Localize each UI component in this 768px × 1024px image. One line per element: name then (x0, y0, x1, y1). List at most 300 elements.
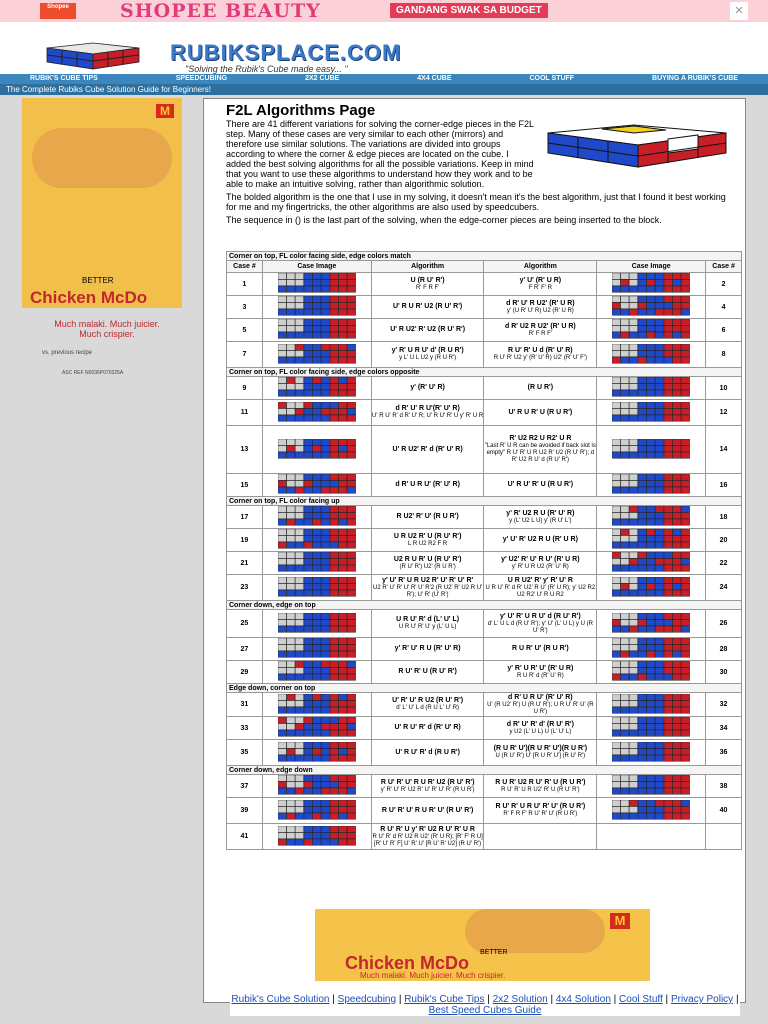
case-cube-icon (278, 694, 356, 714)
algorithm-right (484, 798, 597, 824)
alternate-algorithm: y' R' U R U2 (R' U' R) (511, 563, 569, 570)
case-cube-icon (278, 529, 356, 549)
primary-algorithm: y' U2' R' U' R U' (R' U R) (501, 555, 580, 563)
case-number: 22 (706, 552, 742, 575)
column-header: Case # (706, 261, 742, 273)
algorithm-left (371, 506, 484, 529)
case-cube-icon (278, 613, 356, 633)
footer-link-tips[interactable]: Rubik's Cube Tips (404, 994, 485, 1005)
ad-note: vs. previous recipe (42, 350, 93, 356)
algorithm-left (371, 342, 484, 368)
case-cube-icon (612, 552, 690, 572)
case-number: 26 (706, 610, 742, 638)
primary-algorithm: R U2' R' U' (R U R') (396, 513, 459, 520)
mcdonalds-logo-icon: M (156, 104, 174, 118)
case-image (597, 798, 706, 824)
case-number: 18 (706, 506, 742, 529)
case-image (262, 575, 371, 601)
case-number: 10 (706, 377, 742, 400)
section-title: Corner down, edge on top (227, 601, 742, 610)
bottom-ad[interactable] (315, 909, 650, 981)
algorithm-right (484, 552, 597, 575)
table-row (227, 273, 742, 296)
algorithm-right (484, 342, 597, 368)
main-content (203, 98, 746, 1003)
footer-sep: | (329, 994, 338, 1005)
primary-algorithm: U' R U R' U2 (R U' R') (392, 303, 463, 310)
case-image (597, 426, 706, 474)
case-number: 1 (227, 273, 263, 296)
case-image (262, 319, 371, 342)
ad-tagline: GANDANG SWAK SA BUDGET (390, 3, 548, 18)
case-image (262, 400, 371, 426)
case-image (597, 740, 706, 766)
case-cube-icon (278, 439, 356, 459)
alternate-algorithm: R U' R' d R' U2 R U2' (R' U R); [R' F' R U] [R' U' R' F] U' R' U' [R U' R' U2] (R U' R') (372, 833, 483, 847)
primary-algorithm: y' U' R' U2 R U (R' U R) (502, 536, 578, 543)
algorithm-right (484, 661, 597, 684)
primary-algorithm: U' R' U' R U2 (R U' R') (392, 697, 464, 704)
algorithm-right (484, 610, 597, 638)
algorithm-left (371, 638, 484, 661)
nav-cool-stuff[interactable]: COOL STUFF (529, 75, 575, 82)
ad-subtext: Much malaki. Much juicier. Much crispier. (360, 971, 506, 980)
case-number: 25 (227, 610, 263, 638)
case-cube-icon (278, 377, 356, 397)
case-number: 12 (706, 400, 742, 426)
case-number: 17 (227, 506, 263, 529)
section-title: Corner on top, FL color facing up (227, 497, 742, 506)
intro-text (226, 119, 736, 228)
case-image (262, 693, 371, 717)
primary-algorithm: y' R' U2 R U (R' U' R) (506, 509, 575, 517)
alternate-algorithm: R' F R F' (415, 284, 440, 291)
fried-chicken-image (465, 909, 605, 953)
primary-algorithm: U2 R U R' U (R U' R') (393, 555, 462, 563)
case-number: 33 (227, 717, 263, 740)
ad-subtext: Much malaki. Much juicier. Much crispier. (54, 319, 160, 339)
footer-sep: | (733, 994, 739, 1005)
algorithm-right (484, 319, 597, 342)
case-number: 38 (706, 775, 742, 798)
case-image (262, 529, 371, 552)
case-cube-icon (612, 474, 690, 494)
case-number: 14 (706, 426, 742, 474)
table-row (227, 575, 742, 601)
alternate-algorithm: U R U' R' d R' U2' R U' (R' U R); y' U2 R2 U2 R2' U' R U R2 (485, 584, 596, 598)
primary-algorithm: d R' U R U' (R' U' R) (508, 693, 573, 701)
case-image (262, 296, 371, 319)
case-image (597, 824, 706, 850)
alternate-algorithm: U2 R' U' R' U' R' U' R'2 (R U2' R' U2 R U' R'); U' R' (U' R') (373, 584, 483, 598)
case-image (597, 693, 706, 717)
primary-algorithm: U' R U' R' U (R U R') (507, 481, 574, 488)
table-row (227, 400, 742, 426)
case-number (706, 824, 742, 850)
alternate-algorithm: R U' R' U R U2' R' U (R U' R') (501, 786, 580, 793)
algorithm-left (371, 319, 484, 342)
algorithm-right (484, 474, 597, 497)
algorithm-left (371, 575, 484, 601)
case-cube-icon (278, 800, 356, 820)
case-number: 8 (706, 342, 742, 368)
nav-cube-tips[interactable]: RUBIK'S CUBE TIPS (30, 75, 98, 82)
column-header: Algorithm (484, 261, 597, 273)
case-number: 39 (227, 798, 263, 824)
algorithm-right (484, 740, 597, 766)
algorithm-left (371, 273, 484, 296)
alternate-algorithm: y (L' U2 L U) y' (R U' L') (509, 517, 572, 524)
table-row (227, 426, 742, 474)
ad-close-icon[interactable]: ✕ (730, 2, 748, 20)
alternate-algorithm: U R U' R' U' y (L' U L) (398, 624, 457, 630)
case-image (262, 824, 371, 850)
footer-link-speedcubing[interactable]: Speedcubing (337, 994, 397, 1005)
case-cube-icon (278, 344, 356, 364)
shopee-logo: Shopee (40, 3, 76, 19)
case-image (597, 661, 706, 684)
case-cube-icon (612, 377, 690, 397)
section-header-row (227, 252, 742, 261)
case-number: 20 (706, 529, 742, 552)
primary-algorithm: y' (R' U' R) (410, 384, 445, 391)
case-number: 37 (227, 775, 263, 798)
case-number: 5 (227, 319, 263, 342)
primary-algorithm: U' R U2' R' d (R' U' R) (392, 445, 463, 453)
algorithm-right (484, 638, 597, 661)
case-cube-icon (278, 474, 356, 494)
case-image (262, 638, 371, 661)
primary-algorithm: y' U' (R' U R) (519, 276, 562, 284)
ad-headline: Chicken McDo (30, 288, 148, 307)
site-header (0, 22, 768, 74)
case-number: 6 (706, 319, 742, 342)
ad-better-label: BETTER (82, 276, 114, 285)
section-title: Corner on top, FL color facing side, edge colors match (227, 252, 742, 261)
case-image (597, 610, 706, 638)
table-row (227, 610, 742, 638)
main-nav (0, 74, 768, 84)
primary-algorithm: R U' R' U' R U R' U2 (R U' R') (380, 778, 475, 786)
case-image (262, 506, 371, 529)
case-image (597, 474, 706, 497)
algorithm-right (484, 506, 597, 529)
table-row (227, 342, 742, 368)
section-title: Corner on top, FL color facing side, edge colors opposite (227, 368, 742, 377)
footer-links (230, 994, 740, 1016)
ad-better-label: BETTER (480, 949, 508, 956)
footer-sep: | (610, 994, 620, 1005)
side-ad[interactable] (22, 98, 182, 376)
algorithm-left (371, 798, 484, 824)
table-header-row (227, 261, 742, 273)
footer-link-cool[interactable]: Cool Stuff (619, 994, 663, 1005)
primary-algorithm: R U' R' U (R U' R') (398, 668, 457, 675)
intro-para-3: The sequence in () is the last part of the solving, when the edge-corner pieces are being inserted to the block. (226, 215, 662, 225)
table-row (227, 552, 742, 575)
case-number: 40 (706, 798, 742, 824)
case-image (597, 552, 706, 575)
algorithm-right (484, 824, 597, 850)
footer-link-privacy[interactable]: Privacy Policy (670, 994, 734, 1005)
alternate-algorithm: (R U' R') U2' (R U R') (399, 563, 456, 570)
primary-algorithm: R' U2 R2 U R2' U R (509, 435, 572, 442)
case-number: 21 (227, 552, 263, 575)
case-number: 30 (706, 661, 742, 684)
site-name[interactable]: RUBIKSPLACE.COM (170, 40, 402, 65)
primary-algorithm: R U' R' U y' R' U2 R U' R' U R (380, 825, 475, 833)
case-image (262, 717, 371, 740)
primary-algorithm: U' R U' R' d (R U R') (395, 748, 460, 756)
table-row (227, 661, 742, 684)
case-cube-icon (278, 506, 356, 526)
page-title: F2L Algorithms Page (226, 102, 376, 119)
case-cube-icon (278, 273, 356, 293)
alternate-algorithm: U' (R U2' R') U (R U' R'); U R U' R' U' (R U R') (487, 701, 594, 715)
section-header-row (227, 497, 742, 506)
case-cube-icon (278, 826, 356, 846)
case-number: 34 (706, 717, 742, 740)
table-row (227, 798, 742, 824)
case-cube-icon (612, 717, 690, 737)
case-cube-icon (278, 577, 356, 597)
case-image (262, 342, 371, 368)
section-header-row (227, 684, 742, 693)
case-number: 2 (706, 273, 742, 296)
table-row (227, 296, 742, 319)
primary-algorithm: R U' R' U d (R' U' R) (508, 347, 573, 354)
primary-algorithm: y' R' U R' U' (R' U R) (507, 664, 574, 672)
algorithm-left (371, 824, 484, 850)
case-image (262, 377, 371, 400)
primary-algorithm: U R U2' R' y' R' U' R (507, 576, 573, 584)
primary-algorithm: U' R U' R' d (R' U' R) (394, 724, 461, 731)
alternate-algorithm: d' L' U L d (R U' R'); y' U' (L' U L) y U (R U' R') (487, 620, 593, 634)
case-image (597, 506, 706, 529)
alternate-algorithm: y' R' U' R' U2 R' U' R' U' R' (R U R') (380, 786, 475, 793)
table-row (227, 693, 742, 717)
primary-algorithm: U R U' R' d (L' U' L) (396, 616, 460, 623)
algorithm-right (484, 426, 597, 474)
algorithm-right (484, 273, 597, 296)
alternate-algorithm: y U2 (L' U L) U (L' U' L) (509, 728, 572, 735)
case-cube-icon (612, 402, 690, 422)
subheader-bar: The Complete Rubiks Cube Solution Guide for Beginners! (0, 84, 768, 95)
primary-algorithm: d R' U' R U2' (R' U R) (506, 299, 575, 307)
rubiks-cube-logo-icon[interactable] (45, 42, 141, 70)
table-row (227, 740, 742, 766)
table-row (227, 377, 742, 400)
footer-link-4x4[interactable]: 4x4 Solution (555, 994, 611, 1005)
case-image (262, 775, 371, 798)
case-cube-icon (278, 742, 356, 762)
algorithm-left (371, 693, 484, 717)
case-number: 15 (227, 474, 263, 497)
case-cube-icon (612, 613, 690, 633)
mcdonalds-logo-icon: M (610, 913, 630, 929)
algorithm-left (371, 400, 484, 426)
case-image (262, 474, 371, 497)
top-banner-ad[interactable] (0, 0, 768, 22)
primary-algorithm: (R U R' U')(R U R' U')(R U R') (493, 745, 588, 752)
algorithm-left (371, 740, 484, 766)
case-image (597, 575, 706, 601)
alternate-algorithm: y L' U L U2 y (R U R') (399, 355, 457, 361)
section-header-row (227, 601, 742, 610)
case-cube-icon (612, 638, 690, 658)
section-header-row (227, 368, 742, 377)
case-cube-icon (612, 529, 690, 549)
case-image (597, 775, 706, 798)
case-number: 23 (227, 575, 263, 601)
case-number: 36 (706, 740, 742, 766)
table-row (227, 529, 742, 552)
case-cube-icon (612, 319, 690, 339)
case-number: 28 (706, 638, 742, 661)
algorithm-right (484, 296, 597, 319)
column-header: Algorithm (371, 261, 484, 273)
case-cube-icon (612, 344, 690, 364)
primary-algorithm: d R' U' R' d' (R U' R') (506, 720, 574, 728)
primary-algorithm: U' R U R' U (R U R') (508, 408, 573, 416)
table-row (227, 638, 742, 661)
primary-algorithm: R U' R' U R U' R' U' (R U R') (495, 803, 586, 810)
algorithm-left (371, 717, 484, 740)
footer-sep: | (547, 994, 556, 1005)
algorithm-left (371, 775, 484, 798)
case-number: 9 (227, 377, 263, 400)
ad-headline: Chicken McDo (345, 953, 470, 973)
ad-reg: ASC REF N0036P070325A (62, 370, 124, 376)
primary-algorithm: y' U' R' U R U2 R' U' R' U' R' (382, 576, 474, 584)
primary-algorithm: R U R' U2 R U' R' U (R U R') (495, 778, 586, 786)
case-cube-icon (612, 506, 690, 526)
algorithm-left (371, 661, 484, 684)
table-row (227, 474, 742, 497)
case-image (597, 296, 706, 319)
algorithm-right (484, 575, 597, 601)
case-image (262, 661, 371, 684)
case-number: 7 (227, 342, 263, 368)
case-image (262, 552, 371, 575)
footer-link-solution[interactable]: Rubik's Cube Solution (231, 994, 330, 1005)
algorithm-left (371, 610, 484, 638)
case-number: 16 (706, 474, 742, 497)
table-row (227, 319, 742, 342)
primary-algorithm: U R U2 R' U (R U' R') (393, 532, 462, 540)
primary-algorithm: U' R U2' R' U2 (R U' R') (390, 326, 466, 333)
nav-2x2[interactable]: 2X2 CUBE (305, 75, 340, 82)
footer-sep: | (396, 994, 405, 1005)
table-row (227, 506, 742, 529)
case-cube-icon (612, 577, 690, 597)
alternate-algorithm: R U' R' U2 y' (R' U' R) U2' (R' U' F') (493, 355, 587, 361)
primary-algorithm: U (R U' R') (410, 276, 445, 284)
primary-algorithm: y' R' U' R U (R' U' R) (394, 645, 461, 652)
case-cube-icon (278, 638, 356, 658)
algorithm-right (484, 377, 597, 400)
footer-link-2x2[interactable]: 2x2 Solution (492, 994, 548, 1005)
case-image (262, 798, 371, 824)
case-number: 41 (227, 824, 263, 850)
alternate-algorithm: R U R' d (R' U' R) (516, 672, 564, 679)
case-image (597, 638, 706, 661)
algorithm-left (371, 474, 484, 497)
column-header: Case Image (262, 261, 371, 273)
case-cube-icon (612, 800, 690, 820)
case-image (597, 273, 706, 296)
case-cube-icon (278, 402, 356, 422)
alternate-algorithm: U (R U' R') U' [R U R' U'] (R U' R') (495, 753, 586, 759)
alternate-algorithm: y' (U R' U' R) U2 (R' U R) (506, 307, 574, 314)
case-cube-icon (278, 775, 356, 795)
case-number: 13 (227, 426, 263, 474)
algorithm-left (371, 552, 484, 575)
section-title: Corner down, edge down (227, 766, 742, 775)
section-header-row (227, 766, 742, 775)
case-number: 24 (706, 575, 742, 601)
case-number: 31 (227, 693, 263, 717)
algorithm-left (371, 426, 484, 474)
alternate-algorithm: L R U2 R2 F R (408, 540, 448, 547)
primary-algorithm: d R' U2 R U2' (R' U R) (504, 322, 576, 330)
case-cube-icon (278, 661, 356, 681)
case-cube-icon (612, 273, 690, 293)
ad-headline: SHOPEE BEAUTY (120, 0, 321, 22)
algorithm-left (371, 296, 484, 319)
case-image (262, 426, 371, 474)
case-image (597, 717, 706, 740)
case-image (597, 400, 706, 426)
case-cube-icon (612, 742, 690, 762)
case-cube-icon (278, 717, 356, 737)
table-row (227, 717, 742, 740)
alternate-algorithm: U' R U' R' d R' U' R; U' R U' R' U y' R' U R (372, 413, 484, 419)
nav-buying[interactable]: BUYING A RUBIK'S CUBE (652, 75, 738, 82)
algorithm-right (484, 775, 597, 798)
column-header: Case Image (597, 261, 706, 273)
case-number: 3 (227, 296, 263, 319)
case-number: 35 (227, 740, 263, 766)
alternate-algorithm: d' L' U' L d (R U L' U' R) (396, 705, 460, 711)
primary-algorithm: (R U R') (527, 384, 554, 391)
alternate-algorithm: R' F R F' (528, 330, 552, 337)
alternate-algorithm: R' F R F' R U' R' U' (R U R') (503, 811, 578, 817)
f2l-table (226, 251, 742, 850)
primary-algorithm: R U R' U' (R U R') (511, 645, 569, 652)
algorithm-right (484, 400, 597, 426)
footer-sep: | (484, 994, 493, 1005)
table-row (227, 824, 742, 850)
footer-link-best-cubes[interactable]: Best Speed Cubes Guide (428, 1005, 542, 1016)
primary-algorithm: R U' R' U' R U R' U' (R U' R') (381, 806, 474, 814)
primary-algorithm: y' U' R' U R U' d (R U' R') (499, 612, 581, 620)
intro-para-1: There are 41 different variations for solving the corner-edge pieces in the F2L step. Many of these cases are very similar to each other (mirrors) and therefore use similar solutions. The variations are divided into groups according to where the corner & edge pieces are located on the cube. I added the best solving algorithms for all the possible variations. Keep in mind that you want to use these algorithms to understand how they work and to be able to make an intuitive solving, rather than algorithmic solution. (226, 119, 534, 189)
alternate-algorithm: F R' F' R (528, 284, 552, 291)
case-cube-icon (612, 439, 690, 459)
case-number: 4 (706, 296, 742, 319)
case-number: 32 (706, 693, 742, 717)
algorithm-right (484, 529, 597, 552)
section-title: Edge down, corner on top (227, 684, 742, 693)
intro-para-2: The bolded algorithm is the one that I use in my solving, it doesn't mean it's the best algorithm, just that I found it best working for me and my fingertricks, the other algorithms are also used by speedcubers. (226, 192, 726, 212)
fried-chicken-image (32, 128, 172, 188)
case-number: 29 (227, 661, 263, 684)
case-number: 19 (227, 529, 263, 552)
case-image (597, 342, 706, 368)
nav-4x4[interactable]: 4X4 CUBE (417, 75, 452, 82)
nav-speedcubing[interactable]: SPEEDCUBING (175, 75, 228, 82)
